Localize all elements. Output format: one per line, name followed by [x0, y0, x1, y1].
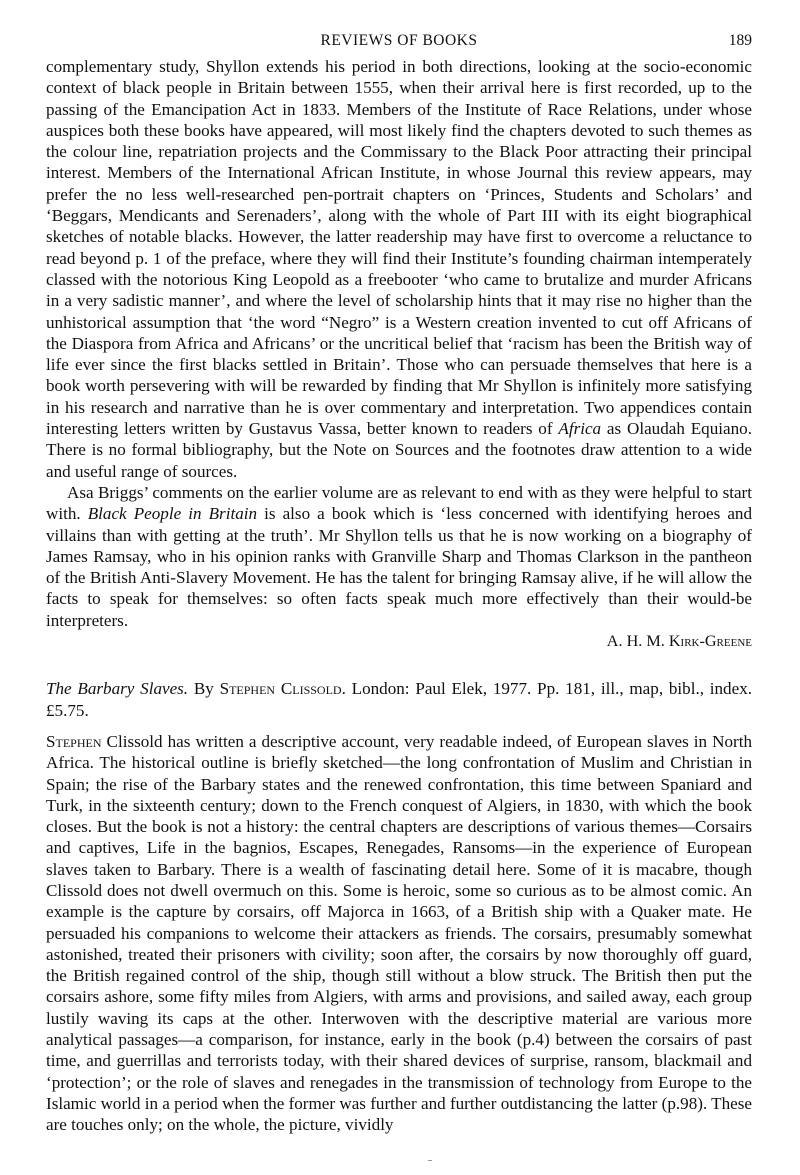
journal-page	[46, 30, 752, 1136]
running-head: REVIEWS OF BOOKS	[320, 32, 478, 49]
page-header	[46, 30, 752, 56]
page-number: 189	[728, 32, 752, 49]
journal-title: Africa	[558, 419, 602, 439]
book-title: The Barbary Slaves.	[46, 679, 189, 699]
opening-word: Stephen	[46, 731, 102, 751]
review-paragraph	[46, 56, 752, 482]
book-citation	[46, 678, 752, 721]
review-kirk-greene	[46, 56, 752, 652]
review-barbary-slaves	[46, 678, 752, 1135]
paragraph-text: Clissold has written a descriptive account, very readable indeed, of European slaves in North Africa. The historical outline is briefly sketched—the long confrontation of Muslim and Christian in Spain; the rise of the Barbary states and the renewed confrontation, this time between Spaniard and Turk, in the sixteenth century; down to the French conquest of Algiers, in 1830, with which the book closes. But the book is not a history: the central chapters are descriptions of various themes—Corsairs and captives, Life in the bagnios, Escapes, Renegades, Ransoms—in the experience of European slaves taken to Barbary. There is a wealth of fascinating detail here. Some of it is macabre, though Clissold does not dwell overmuch on this. Some is heroic, some so curious as to be almost comic. An example is the capture by corsairs, off Majorca in 1663, of a British ship with a Quaker mate. He persuaded his companions to welcome their attackers as friends. The corsairs, presumably somewhat astonished, treated their prisoners with civility; soon after, the corsairs by now thoroughly off guard, the British regained control of the ship, though still without a blow struck. The British then put the corsairs ashore, some fifty miles from Algiers, with arms and provisions, and sailed away, each group lustily waving its caps at the other. Interwoven with the descriptive material are various more analytical passages—a comparison, for instance, early in the book (p.4) between the corsairs of past time, and guerrillas and terrorists today, with their shared devices of surprise, ransom, blackmail and ‘protection’; or the role of slaves and renegades in the transmission of technology from Europe to the Islamic world in a period when the former was further and further outdistancing the latter (p.98). These are touches only; on the whole, the picture, vividly	[46, 731, 752, 1135]
review-paragraph	[46, 731, 752, 1136]
paragraph-text: is also a book which is ‘less concerned with identifying heroes and villains than with getting at the truth’. Mr Shyllon tells us that he is now working on a biography of James Ramsay, who in his opinion ranks with Granville Sharp and Thomas Clarkson in the pantheon of the British Anti-Slavery Movement. He has the talent for bringing Ramsay alive, if he will allow the facts to speak for themselves: so often facts speak much more effectively than their would-be interpreters.	[46, 504, 752, 630]
reviewer-signature: A. H. M. Kirk-Greene	[606, 632, 752, 651]
paragraph-text: complementary study, Shyllon extends his period in both directions, looking at the socio-economic context of black people in Britain between 1555, when their arrival here is first recorded, up to the passing of the Emancipation Act in 1833. Members of the Institute of Race Relations, under whose auspices both these books have appeared, will most likely find the chapters devoted to such themes as the colour line, repatriation projects and the Commissary to the Black Poor attracting their principal interest. Members of the International African Institute, in whose Journal this review appears, may prefer the no less well-researched pen-portrait chapters on ‘Princes, Students and Scholars’ and ‘Beggars, Mendicants and Serenaders’, along with the whole of Part III with its eight biographical sketches of notable blacks. However, the latter readership may have first to overcome a reluctance to read beyond p. 1 of the preface, where they will find their Institute’s founding chairman intemperately classed with the notorious King Leopold as a freebooter ‘who came to brutalize and murder Africans in a very sadistic manner’, and where the level of scholarship hints that it may rise no higher than the unhistorical assumption that ‘the word “Negro” is a Western creation invented to cut off Africans of the Diaspora from Africa and Africans’ or the uncritical belief that ‘racism has been the British way of life ever since the first blacks settled in Britain’. Those who can persuade themselves that here is a book worth persevering with will be rewarded by finding that Mr Shyllon is infinitely more satisfying in his research and narrative than he is over commentary and interpretation. Two appendices contain interesting letters written by Gustavus Vassa, better known to readers of	[46, 57, 752, 439]
review-paragraph	[46, 482, 752, 631]
paragraph-text: Asa Briggs’ comments on the earlier volume are as relevant to end with as they were helpful to start with.	[46, 482, 752, 524]
print-speck	[428, 1160, 432, 1161]
book-title-inline: Black People in Britain	[87, 504, 258, 524]
citation-by: By	[188, 679, 220, 699]
book-author: Stephen Clissold	[219, 679, 342, 699]
book-details: . London: Paul Elek, 1977. Pp. 181, ill., map, bibl., index. £5.75.	[46, 679, 753, 720]
paragraph-text: as Olaudah Equiano. There is no formal bibliography, but the Note on Sources and the footnotes draw attention to a wide and useful range of sources.	[46, 419, 752, 481]
